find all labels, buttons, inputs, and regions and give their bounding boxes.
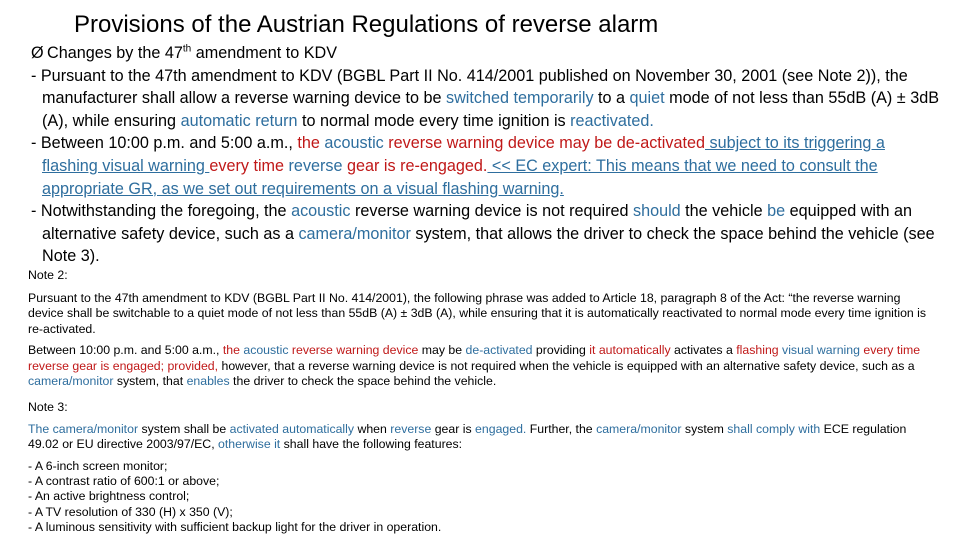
note2-heading: Note 2: [28,268,68,282]
note3-paragraph: The camera/monitor system shall be activated automatically when reverse gear is engaged. Further, the camera/monitor system shall comply with ECE regulation 49.02 or EU directive 2003/97/EC, otherwise it shall have the following features: [28,421,907,452]
list-item: - A TV resolution of 330 (H) x 350 (V); [28,504,233,519]
list-item: - A 6-inch screen monitor; [28,458,168,473]
note2-paragraph-2: Between 10:00 p.m. and 5:00 a.m., the acoustic reverse warning device may be de-activated providing it automatically activates a flashing visual warning every time reverse gear is engaged; provided, however, that a reverse warning device is not required when the vehicle is equipped with an alternative safety device, such as a camera/monitor system, that enables the driver to check the space behind the vehicle. [28,343,921,389]
note3-heading: Note 3: [28,400,68,415]
bullet-heading: Ø Changes by the 47th amendment to KDV [31,42,941,65]
main-content [31,42,941,268]
provision-item-3: - Notwithstanding the foregoing, the acoustic reverse warning device is not required should the vehicle be equipped with an alternative safety device, such as a camera/monitor system, that allows the driver to check the space behind the vehicle (see Note 3). [31,202,935,266]
note2-paragraph-1: Pursuant to the 47th amendment to KDV (BGBL Part II No. 414/2001), the following phrase was added to Article 18, paragraph 8 of the Act: “the reverse warning device shall be switchable to a quiet mode of not less than 55dB (A) ± 3dB (A), while ensuring that it is automatically reactivated to normal mode every time ignition is re-activated. [28,291,927,336]
list-item: - A contrast ratio of 600:1 or above; [28,474,220,489]
provision-item-1: - Pursuant to the 47th amendment to KDV (BGBL Part II No. 414/2001 published on November 30, 2001 (see Note 2)), the manufacturer shall allow a reverse warning device to be switched temporarily to a quiet mode of not less than 55dB (A) ± 3dB (A), while ensuring automatic return to normal mode every time ignition is reactivated. [31,66,939,130]
notes-section [28,291,928,536]
arrow-bullet-icon: Ø [31,44,44,62]
list-item: - A luminous sensitivity with sufficient backup light for the driver in operation. [28,520,442,535]
provision-item-2: - Between 10:00 p.m. and 5:00 a.m., the acoustic reverse warning device may be de-activated subject to its triggering a flashing visual warning every time reverse gear is re-engaged. << EC expert: This means that we need to consult the appropriate GR, as we set out requirements on a visual flashing warning. [31,134,885,198]
list-item: - An active brightness control; [28,489,190,504]
ec-expert-comment: << EC expert: This means that we need to consult the appropriate GR, as we set out requirements on a visual flashing warning. [42,156,878,198]
slide-title: Provisions of the Austrian Regulations of reverse alarm [74,11,659,38]
feature-list [28,459,928,536]
